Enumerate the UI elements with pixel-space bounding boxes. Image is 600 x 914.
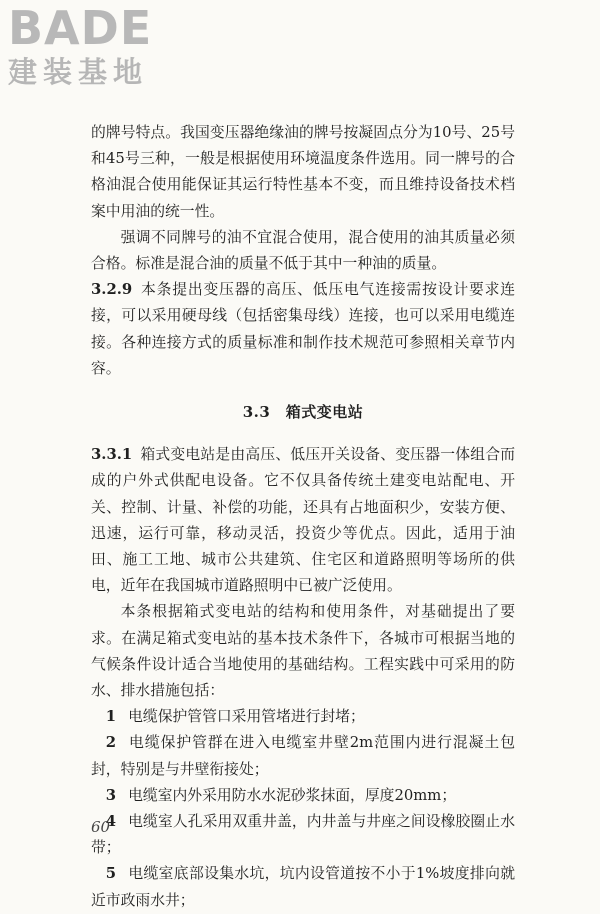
clause-number: 3.2.9 <box>91 281 133 299</box>
paragraph-continuation: 的牌号特点。我国变压器绝缘油的牌号按凝固点分为10号、25号和45号三种，一般是根据使用环境温度条件选用。同一牌号的合格油混合使用能保证其运行特性基本不变，而且维持设备技术档案中用油的统一性。 <box>91 124 515 220</box>
list-item <box>91 861 515 913</box>
logo-subtitle: 建装基地 <box>8 55 149 89</box>
page-content <box>91 120 515 914</box>
logo-wordmark: BADE <box>8 1 153 55</box>
item-number: 3 <box>105 786 117 804</box>
page-number: 60 <box>91 818 111 836</box>
item-text: 电缆室内外采用防水水泥砂浆抹面，厚度20mm； <box>128 786 457 804</box>
list-item <box>91 809 515 861</box>
list-item <box>91 730 515 782</box>
paragraph-foundation: 本条根据箱式变电站的结构和使用条件，对基础提出了要求。在满足箱式变电站的基本技术条件下，各城市可根据当地的气候条件设计适合当地使用的基础结构。工程实践中可采用的防水、排水措施包括： <box>91 603 515 700</box>
item-number: 1 <box>105 708 117 726</box>
list-item <box>91 783 515 809</box>
item-text: 电缆室人孔采用双重井盖，内井盖与井座之间设橡胶圈止水带； <box>91 813 515 857</box>
item-text: 电缆室底部设集水坑，坑内设管道按不小于1%坡度排向就近市政雨水井； <box>91 865 515 909</box>
clause-number: 3.3.1 <box>91 446 133 464</box>
paragraph-mixing-oil: 强调不同牌号的油不宜混合使用，混合使用的油其质量必须合格。标准是混合油的质量不低于其中一种油的质量。 <box>91 228 515 273</box>
item-number: 2 <box>105 734 117 752</box>
section-heading: 3.3 箱式变电站 <box>242 403 364 422</box>
item-number: 4 <box>105 813 117 831</box>
clause-3-2-9 <box>91 277 515 382</box>
item-text: 电缆保护管管口采用管堵进行封堵； <box>128 708 365 726</box>
clause-3-3-1 <box>91 442 515 599</box>
item-text: 电缆保护管群在进入电缆室井壁2m范围内进行混凝土包封，特别是与井壁衔接处； <box>91 734 515 778</box>
bade-logo <box>8 1 178 89</box>
list-item <box>91 704 515 730</box>
clause-text: 本条提出变压器的高压、低压电气连接需按设计要求连接，可以采用硬母线（包括密集母线）连接，也可以采用电缆连接。各种连接方式的质量标准和制作技术规范可参照相关章节内容。 <box>91 281 515 377</box>
item-number: 5 <box>105 865 117 883</box>
clause-text: 箱式变电站是由高压、低压开关设备、变压器一体组合而成的户外式供配电设备。它不仅具备传统土建变电站配电、开关、控制、计量、补偿的功能，还具有占地面积少，安装方便、迅速，运行可靠，移动灵活，投资少等优点。因此，适用于油田、施工工地、城市公共建筑、住宅区和道路照明等场所的供电，近年在我国城市道路照明中已被广泛使用。 <box>91 446 515 595</box>
